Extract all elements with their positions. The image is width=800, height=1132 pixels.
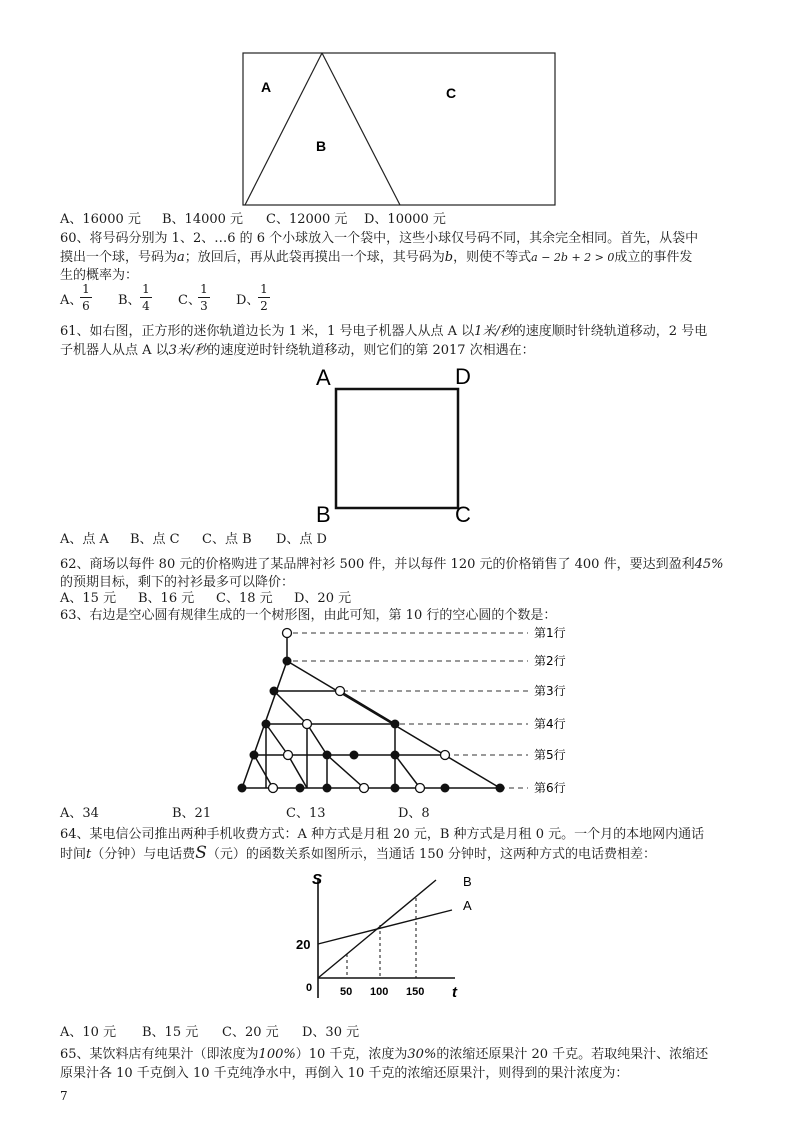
corner-label-d: D [455, 364, 471, 389]
q60-line1: 60、将号码分别为 1、2、…6 的 6 个小球放入一个袋中，这些小球仅号码不同，其余完全相同。首先，从袋中 [60, 231, 699, 246]
q60-option-d-label: D、 [236, 293, 260, 308]
var-a: a [177, 250, 185, 265]
region-label-c: C [446, 85, 457, 101]
q59-option-c: C、12000 元 [266, 212, 348, 227]
q61-option-d: D、点 D [276, 532, 327, 547]
row-label-2: 第2行 [534, 654, 566, 668]
row-label-6: 第6行 [534, 781, 566, 795]
speed-1: 1米/秒 [474, 324, 513, 339]
q63-line1: 63、右边是空心圆有规律生成的一个树形图，由此可知，第 10 行的空心圆的个数是： [60, 608, 557, 623]
q64-option-a: A、10 元 [60, 1025, 117, 1040]
q62-line2: 的预期目标，剩下的衬衫最多可以降价： [60, 575, 295, 590]
q64-option-d: D、30 元 [302, 1025, 360, 1040]
line-label-a: A [463, 898, 472, 913]
q60-option-a-label: A、 [60, 293, 83, 308]
q62-line1: 62、商场以每件 80 元的价格购进了某品牌衬衫 500 件，并以每件 120 元的价格销售了 400 件，要达到盈利45% [60, 557, 724, 572]
q63-option-c: C、13 [286, 806, 326, 821]
q64-option-c: C、20 元 [222, 1025, 279, 1040]
q60-option-b-label: B、 [118, 293, 141, 308]
q59-option-b: B、14000 元 [162, 212, 244, 227]
percent-100: 100% [258, 1047, 296, 1062]
q60-option-c-fraction: 1 3 [198, 282, 210, 313]
q63-option-d: D、8 [398, 806, 430, 821]
q61-option-c: C、点 B [202, 532, 252, 547]
x-tick-100: 100 [370, 986, 389, 998]
row-label-4: 第4行 [534, 717, 566, 731]
q59-option-a: A、16000 元 [60, 212, 141, 227]
origin-label: 0 [306, 982, 313, 994]
region-label-b: B [316, 138, 327, 154]
q64-line1: 64、某电信公司推出两种手机收费方式：A 种方式是月租 20 元，B 种方式是月租 0 元。一个月的本地网内通话 [60, 827, 705, 842]
var-t: t [86, 847, 92, 862]
q61-line2: 子机器人从点 A 以3米/秒的速度逆时针绕轨道移动，则它们的第 2017 次相遇在： [60, 343, 535, 358]
q61-line1: 61、如右图，正方形的迷你轨道边长为 1 米，1 号电子机器人从点 A 以1米/秒的速度顺时针绕轨道移动，2 号电 [60, 324, 708, 339]
page-number: 7 [60, 1089, 68, 1103]
q63-option-b: B、21 [172, 806, 212, 821]
q60-option-a-fraction: 1 6 [80, 282, 92, 313]
inequality: a − 2b + 2 > 0 [531, 251, 615, 264]
q62-option-d: D、20 元 [294, 591, 352, 606]
axis-label-s: S [312, 871, 323, 888]
row-label-3: 第3行 [534, 684, 566, 698]
q60-line3: 生的概率为： [60, 268, 139, 283]
row-label-5: 第5行 [534, 748, 566, 762]
q60-option-b-fraction: 1 4 [140, 282, 152, 313]
q64-option-b: B、15 元 [142, 1025, 199, 1040]
x-tick-50: 50 [340, 986, 353, 998]
q64-line2: 时间t（分钟）与电话费S（元）的函数关系如图所示，当通话 150 分钟时，这两种方式的电话费相差： [60, 843, 656, 863]
q60-option-c-label: C、 [178, 293, 201, 308]
q62-option-b: B、16 元 [138, 591, 195, 606]
corner-label-b: B [316, 502, 331, 527]
figure-tree-diagram [0, 620, 800, 810]
q60-line2: 摸出一个球，号码为a；放回后，再从此袋再摸出一个球，其号码为b，则使不等式a − 2b + 2 > 0成立的事件发 [60, 250, 693, 265]
q62-option-a: A、15 元 [60, 591, 117, 606]
q61-option-b: B、点 C [130, 532, 180, 547]
var-b: b [444, 250, 454, 265]
q61-option-a: A、点 A [60, 532, 109, 547]
percent-30: 30% [407, 1047, 437, 1062]
y-tick-20: 20 [296, 937, 311, 952]
row-label-1: 第1行 [534, 626, 566, 640]
q65-line1: 65、某饮料店有纯果汁（即浓度为100%）10 千克，浓度为30%的浓缩还原果汁 20 千克。若取纯果汁、浓缩还 [60, 1047, 709, 1062]
figure-square-track [300, 360, 500, 530]
profit-percent: 45% [694, 557, 724, 572]
var-s: S [195, 843, 207, 863]
q62-option-c: C、18 元 [216, 591, 273, 606]
corner-label-a: A [316, 365, 331, 390]
region-label-a: A [261, 79, 272, 95]
corner-label-c: C [455, 502, 471, 527]
q63-option-a: A、34 [60, 806, 99, 821]
figure-abc-rectangle [0, 0, 800, 215]
figure-cost-graph [280, 860, 520, 1010]
q65-line2: 原果汁各 10 千克倒入 10 千克纯净水中，再倒入 10 千克的浓缩还原果汁，则得到的果汁浓度为： [60, 1066, 629, 1081]
q60-option-d-fraction: 1 2 [258, 282, 270, 313]
axis-label-t: t [452, 984, 457, 1001]
line-label-b: B [463, 874, 472, 889]
x-tick-150: 150 [406, 986, 425, 998]
q59-option-d: D、10000 元 [364, 212, 446, 227]
speed-2: 3米/秒 [168, 343, 208, 358]
